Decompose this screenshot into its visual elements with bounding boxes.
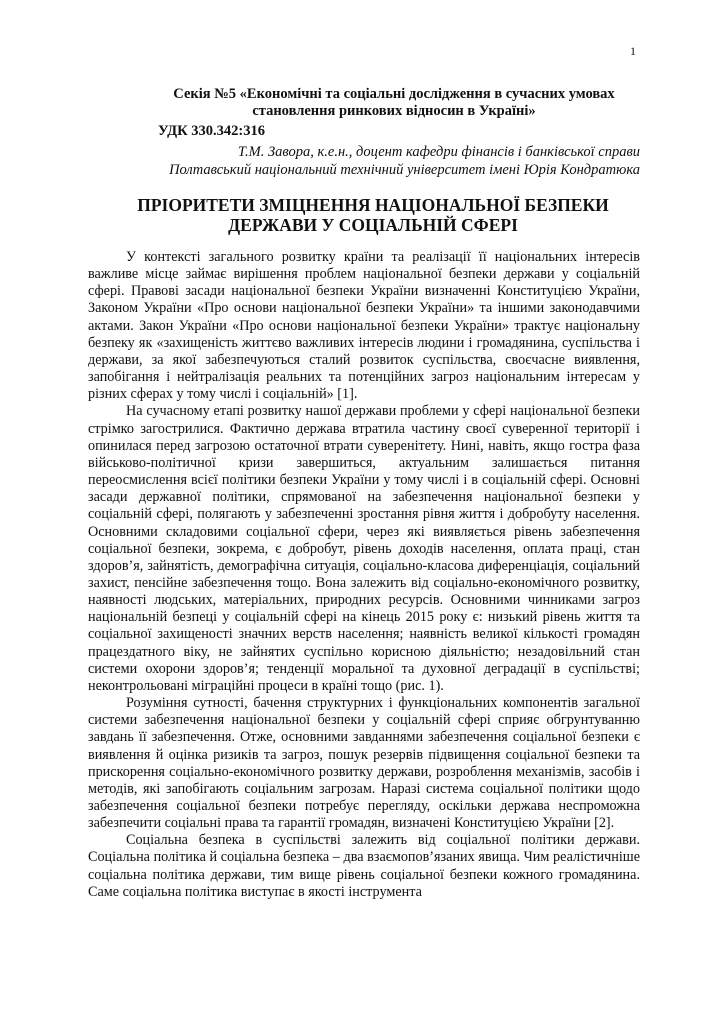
section-header: Секія №5 «Економічні та соціальні дослідження в сучасних умовах становлення ринкових відносин в Україні» <box>173 86 615 119</box>
body-text <box>88 249 640 901</box>
udk-code: УДК 330.342:316 <box>158 123 265 139</box>
affiliation-line: Полтавський національний технічний університет імені Юрія Кондратюка <box>169 162 640 178</box>
paper-title: ПРІОРИТЕТИ ЗМІЦНЕННЯ НАЦІОНАЛЬНОЇ БЕЗПЕКИ ДЕРЖАВИ У СОЦІАЛЬНІЙ СФЕРІ <box>137 195 609 235</box>
content-area <box>88 86 640 901</box>
page-number: 1 <box>630 44 636 58</box>
author-line: Т.М. Завора, к.е.н., доцент кафедри фінансів і банківської справи <box>237 144 640 160</box>
paragraph: Соціальна безпека в суспільстві залежить від соціальної політики держави. Соціальна політика й соціальна безпека – два взаємопов’язаних явища. Чим реалістичніше соціальна політика держави, тим вище рівень соціальної безпеки кожного громадянина. Саме соціальна політика виступає в якості інструмента <box>88 832 640 900</box>
paragraph: У контексті загального розвитку країни та реалізації її національних інтересів важливе місце займає вирішення проблем національної безпеки держави у соціальній сфері. Правові засади національної безпеки України визначенні Конституцією України, Законом України «Про основи національної безпеки України» та іншими законодавчими актами. Закон України «Про основи національної безпеки України» трактує національну безпеку як «захищеність життєво важливих інтересів людини і громадянина, суспільства і держави, за якої забезпечуються сталий розвиток суспільства, своєчасне виявлення, запобігання і нейтралізація реальних та потенційних загроз національним інтересам у різних сферах у тому числі і соціальній» [1]. <box>88 249 640 403</box>
paragraph: Розуміння сутності, бачення структурних і функціональних компонентів загальної системи забезпечення національної безпеки у соціальній сфері сприяє обгрунтуванню завдань її забезпечення. Отже, основними завданнями забезпечення соціальної безпеки є виявлення й оцінка ризиків та загроз, пошук резервів підвищення соціальної безпеки та прискорення соціально-економічного розвитку держави, розроблення механізмів, засобів і методів, які запобігають соціальним загрозам. Наразі система соціальної політики щодо забезпечення соціальної безпеки потребує перегляду, оскільки держава неспроможна забезпечити соціальні права та гарантії громадян, визначені Конституцією України [2]. <box>88 695 640 832</box>
paragraph: На сучасному етапі розвитку нашої держави проблеми у сфері національної безпеки стрімко загострилися. Фактично держава втратила частину своєї суверенної території і опинилася перед загрозою остаточної втрати суверенітету. Нині, навіть, якщо гостра фаза військово-політичної кризи завершиться, актуальним залишається питання переосмислення всієї політики безпеки України у тому числі і в соціальній сфері. Основні засади державної політики, спрямованої на забезпечення національної безпеки у соціальній сфері, полягають у забезпеченні зростання рівня життя і добробуту населення. Основними складовими соціальної сфери, через які виявляється рівень забезпечення соціальної безпеки, зокрема, є добробут, рівень доходів населення, оплата праці, стан здоров’я, зайнятість, демографічна ситуація, соціально-класова диференціація, соціальний захист, пенсійне забезпечення тощо. Вона залежить від соціально-економічного розвитку, наявності людських, матеріальних, природних ресурсів. Основними чинниками загроз національній безпеці у соціальній сфері на кінець 2015 року є: низький рівень життя та соціальної захищеності значних верств населення; наявність великої кількості громадян працездатного віку, не зайнятих суспільно корисною діяльністю; незадовільний стан системи охорони здоров’я; тенденції моральної та духовної деградації в суспільстві; неконтрольовані міграційні процеси в країні тощо (рис. 1). <box>88 403 640 694</box>
